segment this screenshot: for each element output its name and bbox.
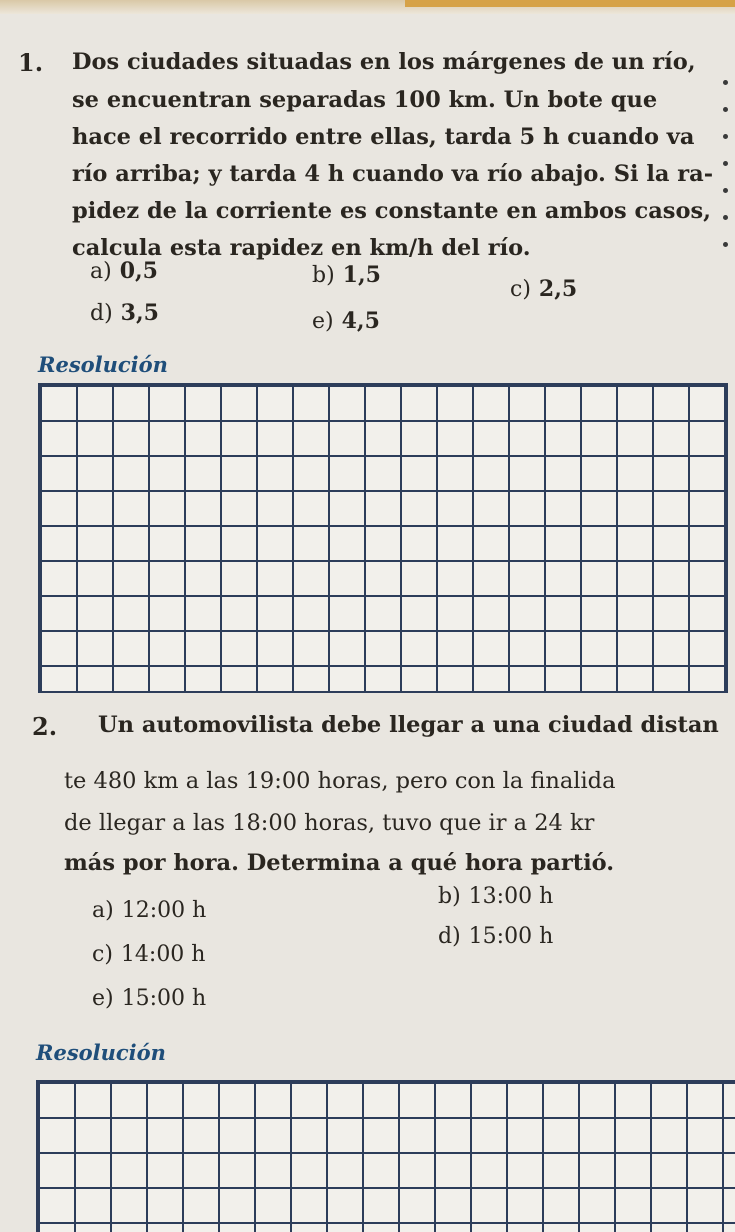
resolution-title: Resolución [36,1040,166,1065]
option-e[interactable] [92,986,206,1011]
option-label: e) [312,309,334,334]
resolution-grid[interactable] [38,383,728,693]
option-label: b) [312,263,335,288]
option-value: 4,5 [341,308,380,334]
option-value: 15:00 h [468,924,554,949]
option-value: 1,5 [342,262,381,288]
option-b[interactable] [438,884,553,909]
option-c[interactable] [510,276,577,302]
option-a[interactable] [92,898,206,923]
option-value: 3,5 [120,300,159,326]
statement-line: de llegar a las 18:00 horas, tuvo que ir a 24 kr [64,810,595,836]
option-label: e) [92,986,114,1011]
option-a[interactable] [90,258,158,284]
statement-line: te 480 km a las 19:00 horas, pero con la finalida [64,768,616,794]
option-value: 15:00 h [121,986,207,1011]
statement-line: calcula esta rapidez en km/h del río. [72,235,531,261]
option-value: 12:00 h [121,898,207,923]
resolution-title: Resolución [38,352,168,377]
statement-line: Un automovilista debe llegar a una ciudad distan [98,712,719,738]
resolution-grid[interactable] [36,1080,735,1232]
option-label: d) [438,924,461,949]
problem-number: 2. [32,712,58,741]
option-label: a) [92,898,114,923]
option-label: c) [92,942,113,967]
statement-line: Dos ciudades situadas en los márgenes de un río, [72,49,696,75]
option-value: 14:00 h [120,942,206,967]
option-e[interactable] [312,308,380,334]
option-c[interactable] [92,942,205,967]
statement-line: hace el recorrido entre ellas, tarda 5 h cuando va [72,124,695,150]
statement-line: río arriba; y tarda 4 h cuando va río abajo. Si la ra- [72,161,714,187]
option-label: b) [438,884,461,909]
option-value: 2,5 [538,276,578,302]
option-label: c) [510,277,531,302]
statement-line: más por hora. Determina a qué hora partió. [64,850,615,876]
statement-line: se encuentran separadas 100 km. Un bote que [72,87,658,113]
option-label: d) [90,301,113,326]
statement-line: pidez de la corriente es constante en ambos casos, [72,198,711,224]
page-top-border [0,0,735,14]
option-b[interactable] [312,262,381,288]
option-label: a) [90,259,112,284]
option-value: 13:00 h [468,884,554,909]
problem-number: 1. [18,48,44,77]
option-d[interactable] [90,300,159,326]
binding-dots [723,80,729,280]
option-d[interactable] [438,924,553,949]
top-accent-bar [405,0,735,7]
option-value: 0,5 [119,258,158,284]
